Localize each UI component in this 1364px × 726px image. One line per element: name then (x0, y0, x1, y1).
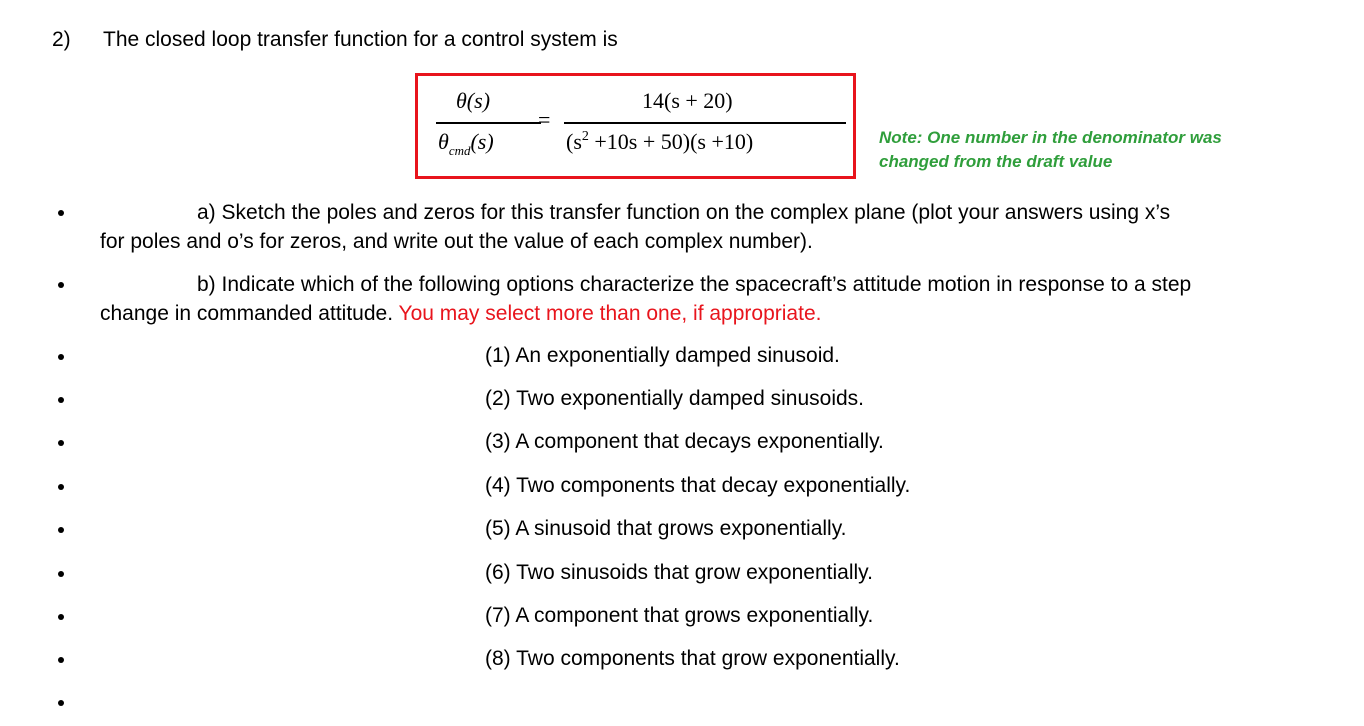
bullet (58, 614, 64, 620)
bullet (58, 282, 64, 288)
question-number: 2) (52, 28, 71, 51)
note-line-2: changed from the draft value (879, 152, 1113, 171)
option-4: (4) Two components that decay exponentially. (485, 474, 911, 497)
option-3: (3) A component that decays exponentially. (485, 430, 884, 453)
part-b-line-1: b) Indicate which of the following options characterize the spacecraft’s attitude motion in response to a step (197, 273, 1192, 296)
part-a-line-2: for poles and o’s for zeros, and write out the value of each complex number). (100, 230, 813, 253)
bullet (58, 700, 64, 706)
option-5: (5) A sinusoid that grows exponentially. (485, 517, 847, 540)
lhs-fraction-bar (436, 122, 541, 124)
question-intro: The closed loop transfer function for a control system is (103, 28, 618, 51)
part-b (100, 270, 1350, 328)
option-6: (6) Two sinusoids that grow exponentially. (485, 561, 873, 584)
rhs-fraction-bar (564, 122, 846, 124)
bullet (58, 484, 64, 490)
option-8: (8) Two components that grow exponentially. (485, 647, 900, 670)
bullet (58, 440, 64, 446)
part-a-line-1: a) Sketch the poles and zeros for this transfer function on the complex plane (plot your answers using x’s (197, 201, 1171, 224)
equals-sign: = (538, 107, 551, 132)
lhs-numerator: θ(s) (456, 88, 491, 113)
part-b-line-2-text: change in commanded attitude. (100, 302, 399, 325)
rhs-numerator: 14(s + 20) (642, 88, 733, 113)
part-b-line-2 (100, 299, 1350, 328)
part-b-selection-hint: You may select more than one, if appropriate. (398, 302, 822, 325)
part-a (100, 198, 1350, 256)
bullet (58, 571, 64, 577)
bullet (58, 354, 64, 360)
revision-note (879, 126, 1339, 174)
bullet (58, 210, 64, 216)
bullet (58, 397, 64, 403)
bullet (58, 527, 64, 533)
rhs-denominator: $(s^2 +10s + 50)(s +10)$ (566, 129, 754, 154)
option-1: (1) An exponentially damped sinusoid. (485, 344, 840, 367)
option-2: (2) Two exponentially damped sinusoids. (485, 387, 864, 410)
note-line-1: Note: One number in the denominator was (879, 128, 1222, 147)
transfer-function-box (415, 73, 856, 179)
option-7: (7) A component that grows exponentially. (485, 604, 874, 627)
bullet (58, 657, 64, 663)
lhs-denominator: $\theta_{cmd}(s)$ (438, 129, 494, 158)
